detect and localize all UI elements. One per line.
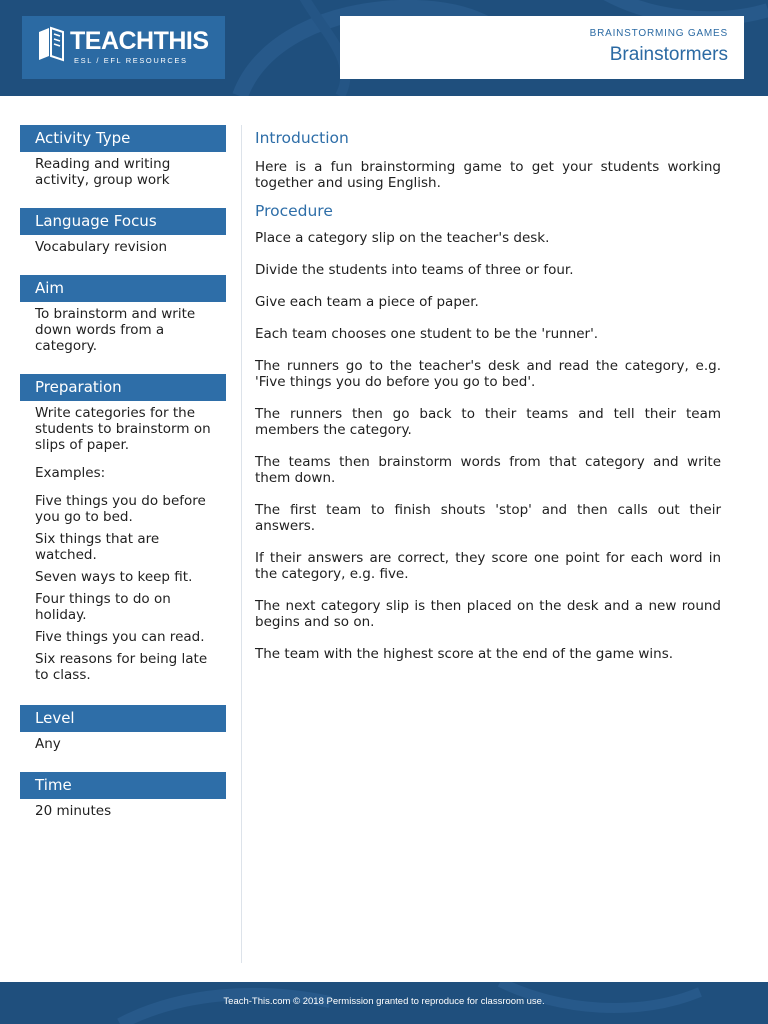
preparation-text bbox=[20, 401, 226, 683]
language-focus-heading: Language Focus bbox=[20, 208, 226, 235]
example-item: Four things to do on holiday. bbox=[35, 591, 171, 623]
logo-name: TEACHTHIS bbox=[70, 27, 209, 55]
language-focus-text bbox=[20, 235, 226, 255]
procedure-step: If their answers are correct, they score one point for each word in the category, e.g. five. bbox=[255, 550, 721, 582]
procedure-step: Place a category slip on the teacher's desk. bbox=[255, 230, 550, 246]
main-content bbox=[255, 128, 721, 678]
aim-heading: Aim bbox=[20, 275, 226, 302]
introduction-text: Here is a fun brainstorming game to get your students working together and using English. bbox=[255, 159, 721, 191]
level-heading: Level bbox=[20, 705, 226, 732]
logo-tagline: ESL / EFL RESOURCES bbox=[74, 56, 188, 65]
introduction-heading: Introduction bbox=[255, 129, 349, 147]
page-header bbox=[0, 0, 768, 96]
level-text bbox=[20, 732, 226, 752]
time-heading: Time bbox=[20, 772, 226, 799]
procedure-step: Divide the students into teams of three or four. bbox=[255, 262, 574, 278]
activity-category: BRAINSTORMING GAMES bbox=[589, 28, 728, 39]
procedure-step: The next category slip is then placed on the desk and a new round begins and so on. bbox=[255, 598, 721, 630]
procedure-step: The teams then brainstorm words from that category and write them down. bbox=[255, 454, 721, 486]
column-divider bbox=[241, 125, 242, 963]
sidebar bbox=[20, 125, 226, 819]
procedure-steps bbox=[255, 230, 721, 662]
procedure-step: The runners go to the teacher's desk and read the category, e.g. 'Five things you do before you go to bed'. bbox=[255, 358, 721, 390]
logo[interactable] bbox=[22, 16, 225, 79]
preparation-value: Write categories for the students to brainstorm on slips of paper. bbox=[35, 405, 211, 453]
time-text bbox=[20, 799, 226, 819]
copyright-text: Teach-This.com © 2018 Permission granted to reproduce for classroom use. bbox=[223, 996, 545, 1007]
example-item: Seven ways to keep fit. bbox=[35, 569, 193, 585]
procedure-step: The runners then go back to their teams and tell their team members the category. bbox=[255, 406, 721, 438]
level-value: Any bbox=[35, 736, 61, 752]
aim-value: To brainstorm and write down words from a category. bbox=[35, 306, 196, 354]
procedure-step: The team with the highest score at the end of the game wins. bbox=[255, 646, 674, 662]
time-value: 20 minutes bbox=[35, 803, 112, 819]
procedure-step: Each team chooses one student to be the 'runner'. bbox=[255, 326, 599, 342]
activity-type-heading: Activity Type bbox=[20, 125, 226, 152]
activity-title: Brainstormers bbox=[609, 44, 728, 65]
language-focus-value: Vocabulary revision bbox=[35, 239, 168, 255]
preparation-heading: Preparation bbox=[20, 374, 226, 401]
example-item: Five things you can read. bbox=[35, 629, 205, 645]
procedure-step: The first team to finish shouts 'stop' and then calls out their answers. bbox=[255, 502, 721, 534]
page-footer bbox=[0, 982, 768, 1024]
example-item: Six reasons for being late to class. bbox=[35, 651, 208, 683]
procedure-step: Give each team a piece of paper. bbox=[255, 294, 479, 310]
activity-type-text bbox=[20, 152, 226, 188]
example-item: Six things that are watched. bbox=[35, 531, 160, 563]
aim-text bbox=[20, 302, 226, 354]
procedure-heading: Procedure bbox=[255, 202, 333, 220]
example-item: Five things you do before you go to bed. bbox=[35, 493, 206, 525]
book-logo-icon bbox=[35, 26, 67, 62]
activity-type-value: Reading and writing activity, group work bbox=[35, 156, 171, 188]
examples-label: Examples: bbox=[35, 465, 106, 481]
title-box bbox=[340, 16, 744, 79]
